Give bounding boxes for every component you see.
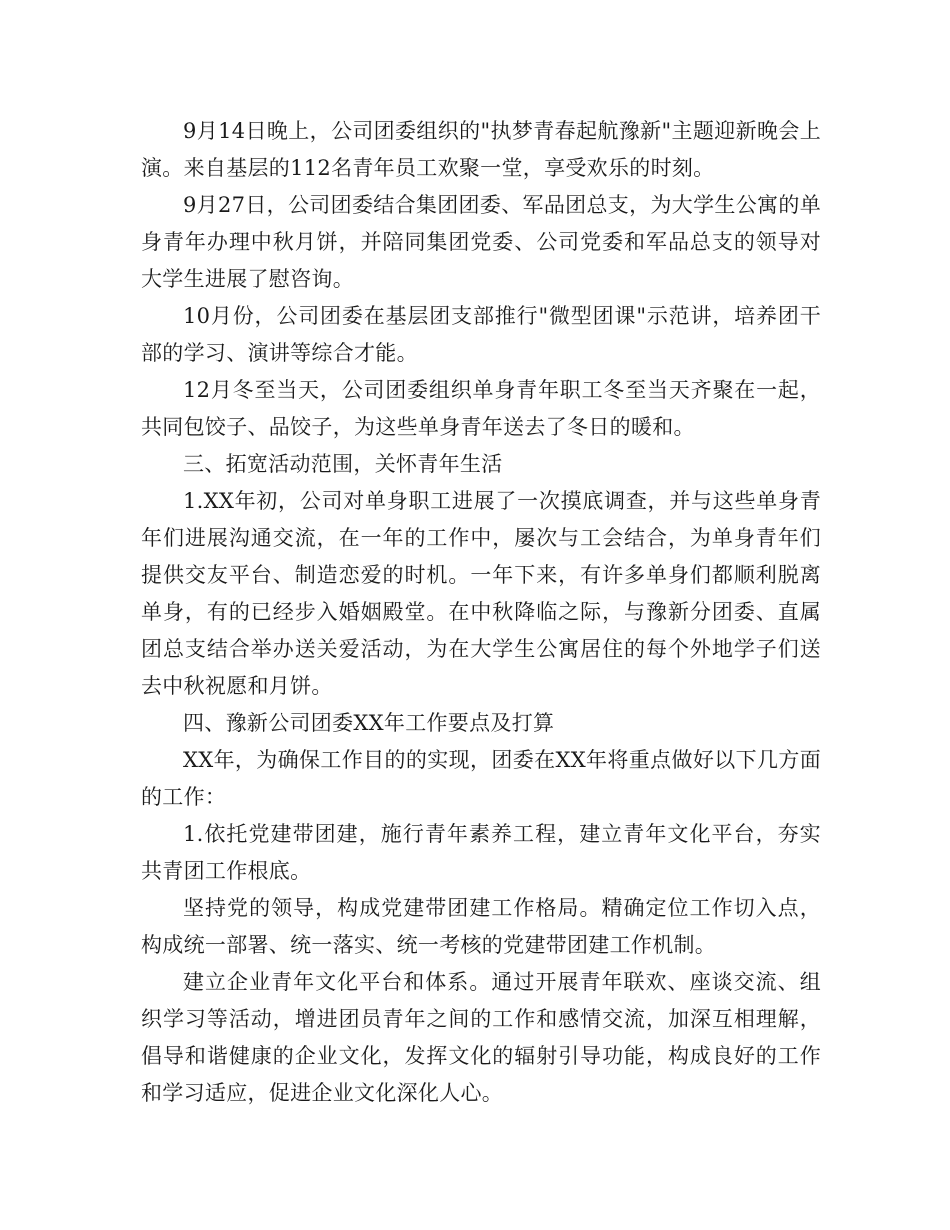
paragraph-work-plan-intro: XX年，为确保工作目的的实现，团委在XX年将重点做好以下几方面的工作： [141,748,821,809]
document-body [141,113,821,1112]
paragraph-micro-league-lesson: 10月份，公司团委在基层团支部推行"微型团课"示范讲，培养团干部的学习、演讲等综合才能。 [141,304,821,365]
section-heading-4: 四、豫新公司团委XX年工作要点及打算 [183,711,555,735]
paragraph-winter-solstice-dumplings: 12月冬至当天，公司团委组织单身青年职工冬至当天齐聚在一起，共同包饺子、品饺子，为这些单身青年送去了冬日的暖和。 [141,378,821,439]
paragraph-plan-item-1: 1.依托党建带团建，施行青年素养工程，建立青年文化平台，夯实共青团工作根底。 [141,822,821,883]
paragraph-single-employees-survey: 1.XX年初，公司对单身职工进展了一次摸底调查，并与这些单身青年们进展沟通交流，在一年的工作中，屡次与工会结合，为单身青年们提供交友平台、制造恋爱的时机。一年下来，有许多单身们都顺利脱离单身，有的已经步入婚姻殿堂。在中秋降临之际，与豫新分团委、直属团总支结合举办送关爱活动，为在大学生公寓居住的每个外地学子们送去中秋祝愿和月饼。 [141,489,821,698]
paragraph-youth-culture-platform: 建立企业青年文化平台和体系。通过开展青年联欢、座谈交流、组织学习等活动，增进团员青年之间的工作和感情交流，加深互相理解，倡导和谐健康的企业文化，发挥文化的辐射引导功能，构成良好的工作和学习适应，促进企业文化深化人心。 [141,970,821,1105]
paragraph-party-leadership: 坚持党的领导，构成党建带团建工作格局。精确定位工作切入点，构成统一部署、统一落实、统一考核的党建带团建工作机制。 [141,896,821,957]
section-heading-3: 三、拓宽活动范围，关怀青年生活 [183,452,503,476]
paragraph-mid-autumn-welcome-party: 9月14日晚上，公司团委组织的"执梦青春起航豫新"主题迎新晚会上演。来自基层的112名青年员工欢聚一堂，享受欢乐的时刻。 [141,119,821,180]
paragraph-mooncake-visit: 9月27日，公司团委结合集团团委、军品团总支，为大学生公寓的单身青年办理中秋月饼，并陪同集团党委、公司党委和军品总支的领导对大学生进展了慰咨询。 [141,193,821,291]
